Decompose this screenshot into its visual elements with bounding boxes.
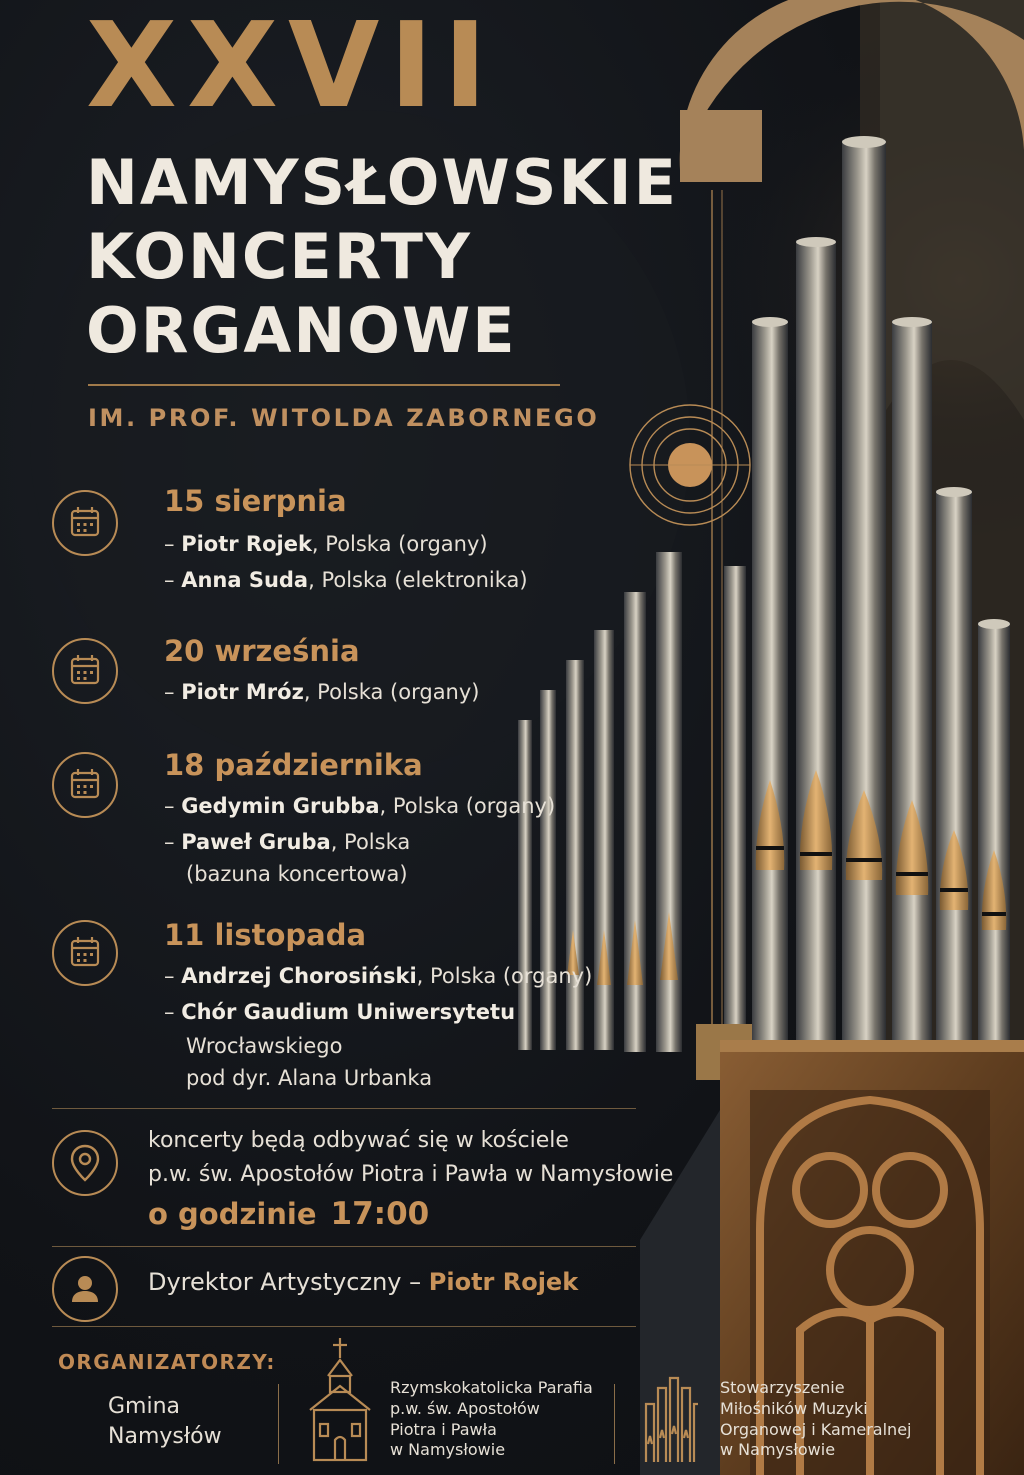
organizer-line: Organowej i Kameralnej [720,1419,912,1439]
performer-extra: (bazuna koncertowa) [186,862,408,886]
performer-line: – Anna Suda, Polska (elektronika) [164,568,528,592]
organizer-line: Namysłów [108,1423,222,1449]
organizer-line: Gmina [108,1394,181,1419]
edition-number: XXVII [86,0,498,134]
performer-details: , Polska (elektronika) [308,568,528,592]
calendar-icon [52,752,118,818]
director-name: Piotr Rojek [428,1268,579,1296]
organizer-line: Stowarzyszenie [720,1378,845,1397]
performer-name: Piotr Rojek [181,532,312,556]
director-label: Dyrektor Artystyczny – [148,1268,429,1296]
performer-name: Piotr Mróz [181,680,304,704]
performer-extra: Wrocławskiego [186,1034,343,1058]
divider [52,1246,636,1247]
performer-details: , Polska (organy) [416,964,593,988]
church-icon [300,1336,380,1466]
location-pin-icon [52,1130,118,1196]
performer-details: , Polska (organy) [311,532,488,556]
organizer-divider [614,1384,615,1464]
performer-line: – Chór Gaudium Uniwersytetu [164,1000,516,1024]
organizer-gmina [108,1392,222,1451]
calendar-icon [52,638,118,704]
organizer-parafia [390,1378,593,1461]
event-date: 18 października [164,748,423,782]
artistic-director [148,1268,578,1296]
calendar-icon [52,920,118,986]
location-line-2: p.w. św. Apostołów Piotra i Pawła w Namysłowie [148,1162,674,1187]
performer-name: Andrzej Chorosiński [181,964,417,988]
subtitle: IM. PROF. WITOLDA ZABORNEGO [88,404,600,432]
performer-line: – Gedymin Grubba, Polska (organy) [164,794,556,818]
event-date: 11 listopada [164,918,367,952]
divider [52,1326,636,1327]
performer-line: – Piotr Rojek, Polska (organy) [164,532,488,556]
organizer-line: Piotra i Pawła [390,1419,497,1439]
performer-line: – Paweł Gruba, Polska [164,830,411,854]
performer-name: Chór Gaudium Uniwersytetu [181,1000,516,1024]
organizer-line: Rzymskokatolicka Parafia [390,1378,593,1397]
performer-extra: pod dyr. Alana Urbanka [186,1066,433,1090]
performer-name: Anna Suda [181,568,309,592]
performer-name: Paweł Gruba [181,830,331,854]
performer-line: – Piotr Mróz, Polska (organy) [164,680,480,704]
performer-line: – Andrzej Chorosiński, Polska (organy) [164,964,593,988]
organizer-divider [278,1384,279,1464]
concert-time [148,1196,429,1232]
location-line-1: koncerty będą odbywać się w kościele [148,1128,569,1153]
organizer-stowarzyszenie [720,1378,911,1461]
time-prefix: o godzinie [148,1197,317,1231]
title-line-3: ORGANOWE [86,294,517,367]
calendar-icon [52,490,118,556]
organ-pipes-icon [640,1374,700,1466]
performer-details: , Polska (organy) [379,794,556,818]
title-line-1: NAMYSŁOWSKIE [86,146,678,219]
person-icon [52,1256,118,1322]
organizers-label: ORGANIZATORZY: [58,1350,276,1374]
event-date: 20 września [164,634,360,668]
performer-details: , Polska [330,830,411,854]
organizer-line: w Namysłowie [720,1440,836,1460]
divider [52,1108,636,1109]
title-divider [88,384,560,386]
organizer-line: p.w. św. Apostołów [390,1398,540,1418]
event-date: 15 sierpnia [164,484,347,518]
performer-name: Gedymin Grubba [181,794,380,818]
time-value: 17:00 [330,1196,430,1232]
title-line-2: KONCERTY [86,220,472,293]
performer-details: , Polska (organy) [303,680,480,704]
organizer-line: Miłośników Muzyki [720,1398,868,1418]
organizer-line: w Namysłowie [390,1440,506,1460]
